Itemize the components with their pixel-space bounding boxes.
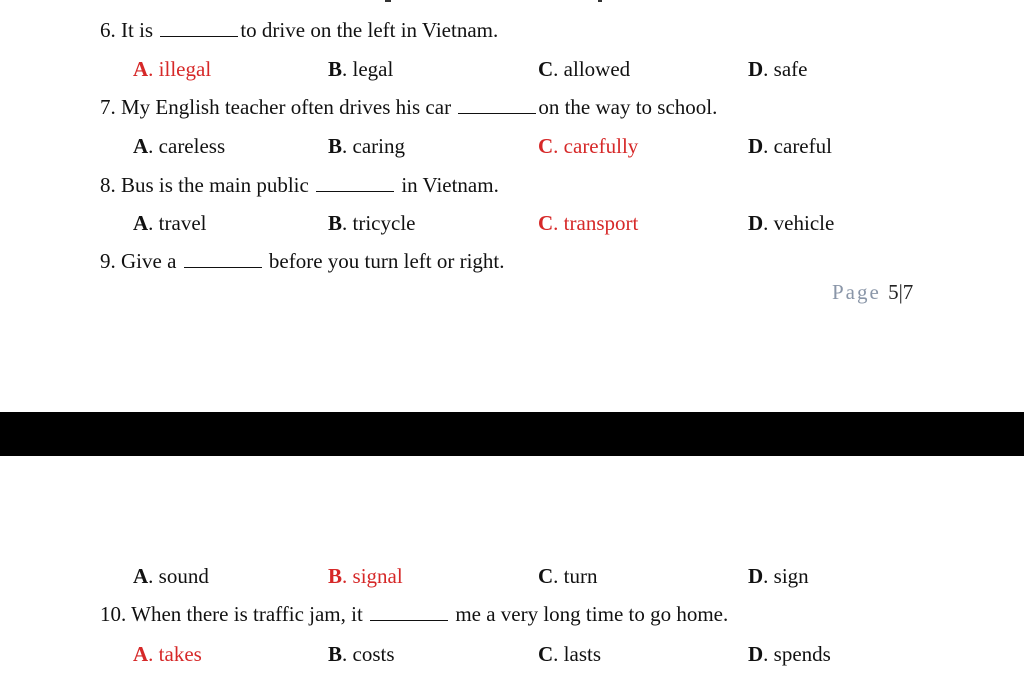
page-separator: | [898,280,903,304]
option-9a: A. sound [133,564,209,588]
option-9b: B. signal [328,564,403,588]
answer-blank [160,20,238,37]
option-6b: B. legal [328,57,394,81]
option-9d: D. sign [748,564,809,588]
option-8d: D. vehicle [748,211,835,235]
question-text-before: Bus is the main public [121,173,309,197]
page-break-band [0,412,1024,456]
answer-blank [458,97,536,114]
option-6c: C. allowed [538,57,631,81]
page-edge-mark [385,0,391,2]
option-10b: B. costs [328,642,395,666]
current-page: 5 [888,280,899,304]
total-pages: 7 [902,280,914,304]
question-number: 7. [100,95,116,119]
option-10d: D. spends [748,642,831,666]
question-number: 9. [100,249,116,273]
option-10c: C. lasts [538,642,602,666]
question-text-before: It is [121,18,154,42]
option-9c: C. turn [538,564,598,588]
option-6d: D. safe [748,57,808,81]
answer-blank [316,175,394,192]
question-number: 6. [100,18,116,42]
option-7a: A. careless [133,134,226,158]
option-8c: C. transport [538,211,639,235]
option-7c: C. carefully [538,134,639,158]
option-8b: B. tricycle [328,211,416,235]
option-7d: D. careful [748,134,832,158]
question-text-before: When there is traffic jam, it [131,602,363,626]
question-6 [100,20,498,41]
option-6a: A. illegal [133,57,212,81]
page-edge-mark [598,0,602,2]
question-text-after: me a very long time to go home. [455,602,729,626]
page-label: Page [832,280,881,304]
question-text-before: Give a [121,249,177,273]
question-text-after: on the way to school. [538,95,718,119]
option-10a: A. takes [133,642,202,666]
option-8a: A. travel [133,211,207,235]
answer-blank [370,604,448,621]
option-7b: B. caring [328,134,405,158]
question-8 [100,175,499,196]
question-10 [100,604,728,625]
question-9 [100,251,505,272]
question-text-after: before you turn left or right. [268,249,505,273]
question-text-after: to drive on the left in Vietnam. [240,18,499,42]
question-number: 10. [100,602,127,626]
answer-blank [184,251,262,268]
question-text-before: My English teacher often drives his car [121,95,452,119]
question-text-after: in Vietnam. [401,173,499,197]
question-7 [100,97,717,118]
page-number-footer [832,282,913,303]
question-number: 8. [100,173,116,197]
